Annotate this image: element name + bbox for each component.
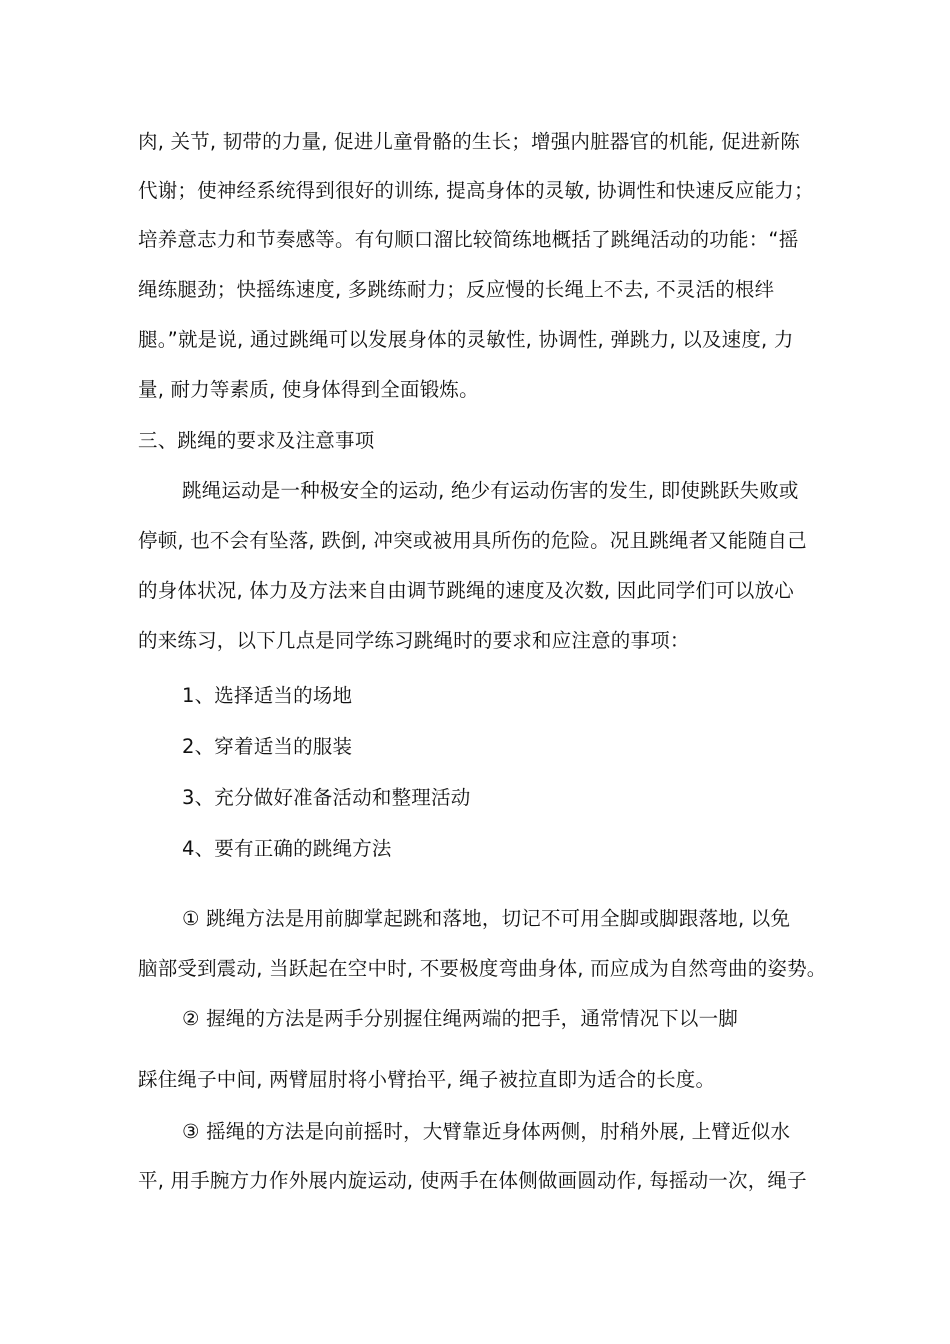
method-3-line-1: ③ 摇绳的方法是向前摇时，大臂靠近身体两侧，肘稍外展, 上臂近似水 [182,1120,791,1143]
intro-line-3: 培养意志力和节奏感等。有句顺口溜比较简练地概括了跳绳活动的功能：“摇 [138,228,799,251]
section-para-line-3: 的身体状况, 体力及方法来自由调节跳绳的速度及次数, 因此同学们可以放心 [138,579,794,602]
method-1-line-2: 脑部受到震动, 当跃起在空中时, 不要极度弯曲身体, 而应成为自然弯曲的姿势。 [138,957,827,980]
list-item-2: 2、穿着适当的服装 [182,735,353,758]
section-para-line-1: 跳绳运动是一种极安全的运动, 绝少有运动伤害的发生, 即使跳跃失败或 [182,479,799,502]
section-para-line-2: 停顿, 也不会有坠落, 跌倒, 冲突或被用具所伤的危险。况且跳绳者又能随自己 [138,529,807,552]
section-heading: 三、跳绳的要求及注意事项 [138,429,375,452]
section-para-line-4: 的来练习，以下几点是同学练习跳绳时的要求和应注意的事项： [138,629,690,652]
intro-line-4: 绳练腿劲；快摇练速度, 多跳练耐力；反应慢的长绳上不去, 不灵活的根绊 [138,278,775,301]
intro-line-1: 肉, 关节, 韧带的力量, 促进儿童骨骼的生长；增强内脏器官的机能, 促进新陈 [138,130,800,153]
list-item-1: 1、选择适当的场地 [182,684,353,707]
list-item-4: 4、要有正确的跳绳方法 [182,837,392,860]
method-2-line-1: ② 握绳的方法是两手分别握住绳两端的把手，通常情况下以一脚 [182,1007,738,1030]
method-2-line-2: 踩住绳子中间, 两臂屈肘将小臂抬平, 绳子被拉直即为适合的长度。 [138,1068,716,1091]
intro-line-5: 腿。”就是说, 通过跳绳可以发展身体的灵敏性, 协调性, 弹跳力, 以及速度, 力 [138,328,794,351]
method-1-line-1: ① 跳绳方法是用前脚掌起跳和落地，切记不可用全脚或脚跟落地, 以免 [182,907,791,930]
intro-line-2: 代谢；使神经系统得到很好的训练, 提高身体的灵敏, 协调性和快速反应能力； [138,179,814,202]
intro-line-6: 量, 耐力等素质, 使身体得到全面锻炼。 [138,378,479,401]
list-item-3: 3、充分做好准备活动和整理活动 [182,786,471,809]
method-3-line-2: 平, 用手腕方力作外展内旋运动, 使两手在体侧做画圆动作, 每摇动一次，绳子 [138,1169,807,1192]
